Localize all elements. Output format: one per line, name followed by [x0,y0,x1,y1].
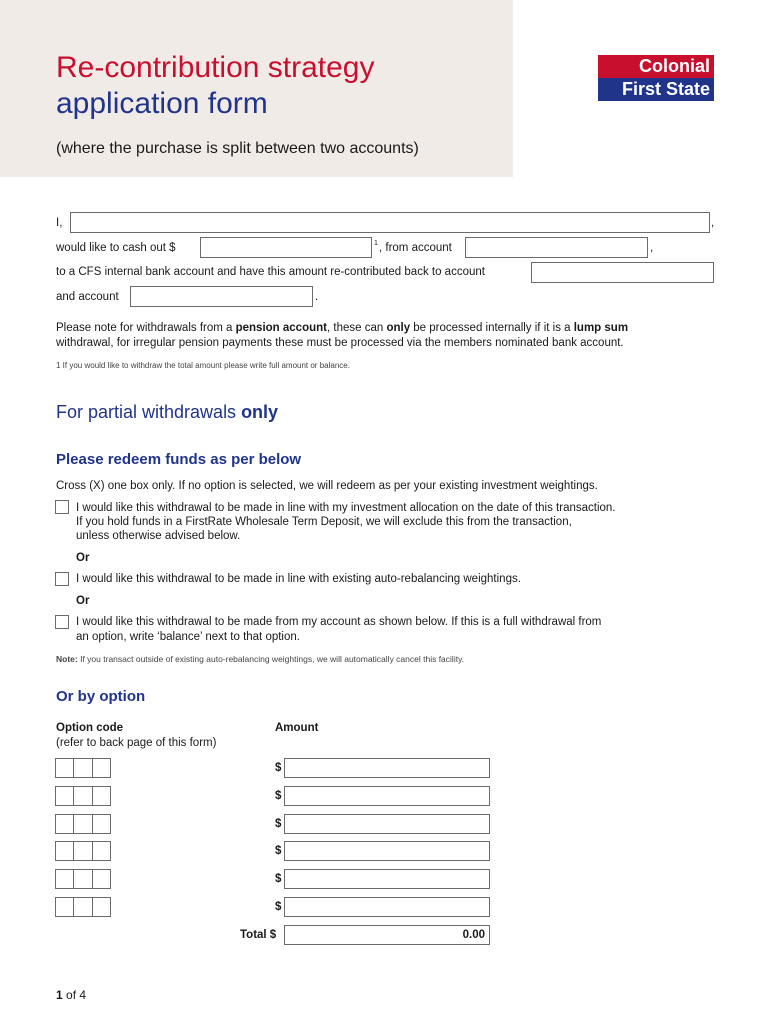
or-label: Or [76,595,90,607]
option-1-line-1: I would like this withdrawal to be made in line with my investment allocation on the date of this transaction. [76,502,616,514]
cashout-label: would like to cash out $ [56,242,176,254]
footnote: 1 If you would like to withdraw the total amount please write full amount or balance. [56,361,350,370]
to-cfs-label: to a CFS internal bank account and have this amount re-contributed back to account [56,266,485,278]
page-title [56,50,375,122]
logo-line-2: First State [598,78,714,101]
total-amount-field[interactable]: 0.00 [284,925,490,945]
option-code-field[interactable] [55,786,111,806]
auto-rebalancing-note [56,654,464,664]
option-code-field[interactable] [55,869,111,889]
page-total: of 4 [62,988,87,1002]
by-option-checkbox[interactable] [55,615,69,629]
currency-symbol: $ [275,762,282,774]
heading-bold: only [241,402,279,422]
currency-symbol: $ [275,845,282,857]
option-code-field[interactable] [55,841,111,861]
note-text: be processed internally if it is a [410,322,574,334]
period: . [315,291,319,303]
recontribute-account-field[interactable] [531,262,714,283]
instruction-text: Cross (X) one box only. If no option is selected, we will redeem as per your existing investment weightings. [56,480,598,492]
amount-header: Amount [275,722,319,734]
option-code-subheader: (refer to back page of this form) [56,737,217,749]
option-code-field[interactable] [55,897,111,917]
footnote-mark: 1 [374,240,378,247]
amount-field[interactable] [284,786,490,806]
investment-allocation-checkbox[interactable] [55,500,69,514]
page-current: 1 [56,988,63,1002]
currency-symbol: $ [275,901,282,913]
total-label: Total $ [240,929,277,941]
option-code-field[interactable] [55,814,111,834]
option-2-text: I would like this withdrawal to be made in line with existing auto-rebalancing weightings. [76,573,521,585]
from-account-field[interactable] [465,237,648,258]
second-account-field[interactable] [130,286,313,307]
option-1-line-3: unless otherwise advised below. [76,530,241,542]
by-option-heading: Or by option [56,688,146,705]
option-code-field[interactable] [55,758,111,778]
and-account-label: and account [56,291,119,303]
note-label: Note: [56,654,78,664]
amount-field[interactable] [284,814,490,834]
from-account-label: , from account [379,242,452,254]
name-field[interactable] [70,212,710,233]
title-line-1: Re-contribution strategy [56,51,375,84]
or-label: Or [76,552,90,564]
pension-note-line-1 [56,322,628,334]
comma: , [711,217,715,229]
note-text: Please note for withdrawals from a [56,322,236,334]
note-bold: pension account [235,322,327,334]
note-text: , these can [326,322,387,334]
i-label: I, [56,217,63,229]
amount-field[interactable] [284,758,490,778]
heading-text: For partial withdrawals [56,402,242,422]
option-3-line-1: I would like this withdrawal to be made from my account as shown below. If this is a full withdrawal from [76,616,602,628]
note-bold: only [386,322,411,334]
title-line-2: application form [56,87,268,120]
comma: , [650,242,654,254]
amount-field[interactable] [284,841,490,861]
currency-symbol: $ [275,873,282,885]
currency-symbol: $ [275,818,282,830]
option-3-line-2: an option, write ‘balance’ next to that option. [76,631,300,643]
note-bold: lump sum [573,322,629,334]
page-number [56,988,86,1002]
cashout-amount-field[interactable] [200,237,372,258]
partial-withdrawals-heading [56,402,278,423]
currency-symbol: $ [275,790,282,802]
colonial-first-state-logo [598,55,714,101]
logo-line-1: Colonial [598,55,714,78]
amount-field[interactable] [284,897,490,917]
note-text: If you transact outside of existing auto-rebalancing weightings, we will automatically cancel this facility. [77,654,465,664]
page-subtitle: (where the purchase is split between two accounts) [56,140,419,157]
pension-note-line-2: withdrawal, for irregular pension payments these must be processed via the members nominated bank account. [56,337,624,349]
amount-field[interactable] [284,869,490,889]
option-1-line-2: If you hold funds in a FirstRate Wholesale Term Deposit, we will exclude this from the transaction, [76,516,572,528]
option-code-header: Option code [56,722,124,734]
auto-rebalancing-checkbox[interactable] [55,572,69,586]
redeem-funds-subheading: Please redeem funds as per below [56,451,302,468]
